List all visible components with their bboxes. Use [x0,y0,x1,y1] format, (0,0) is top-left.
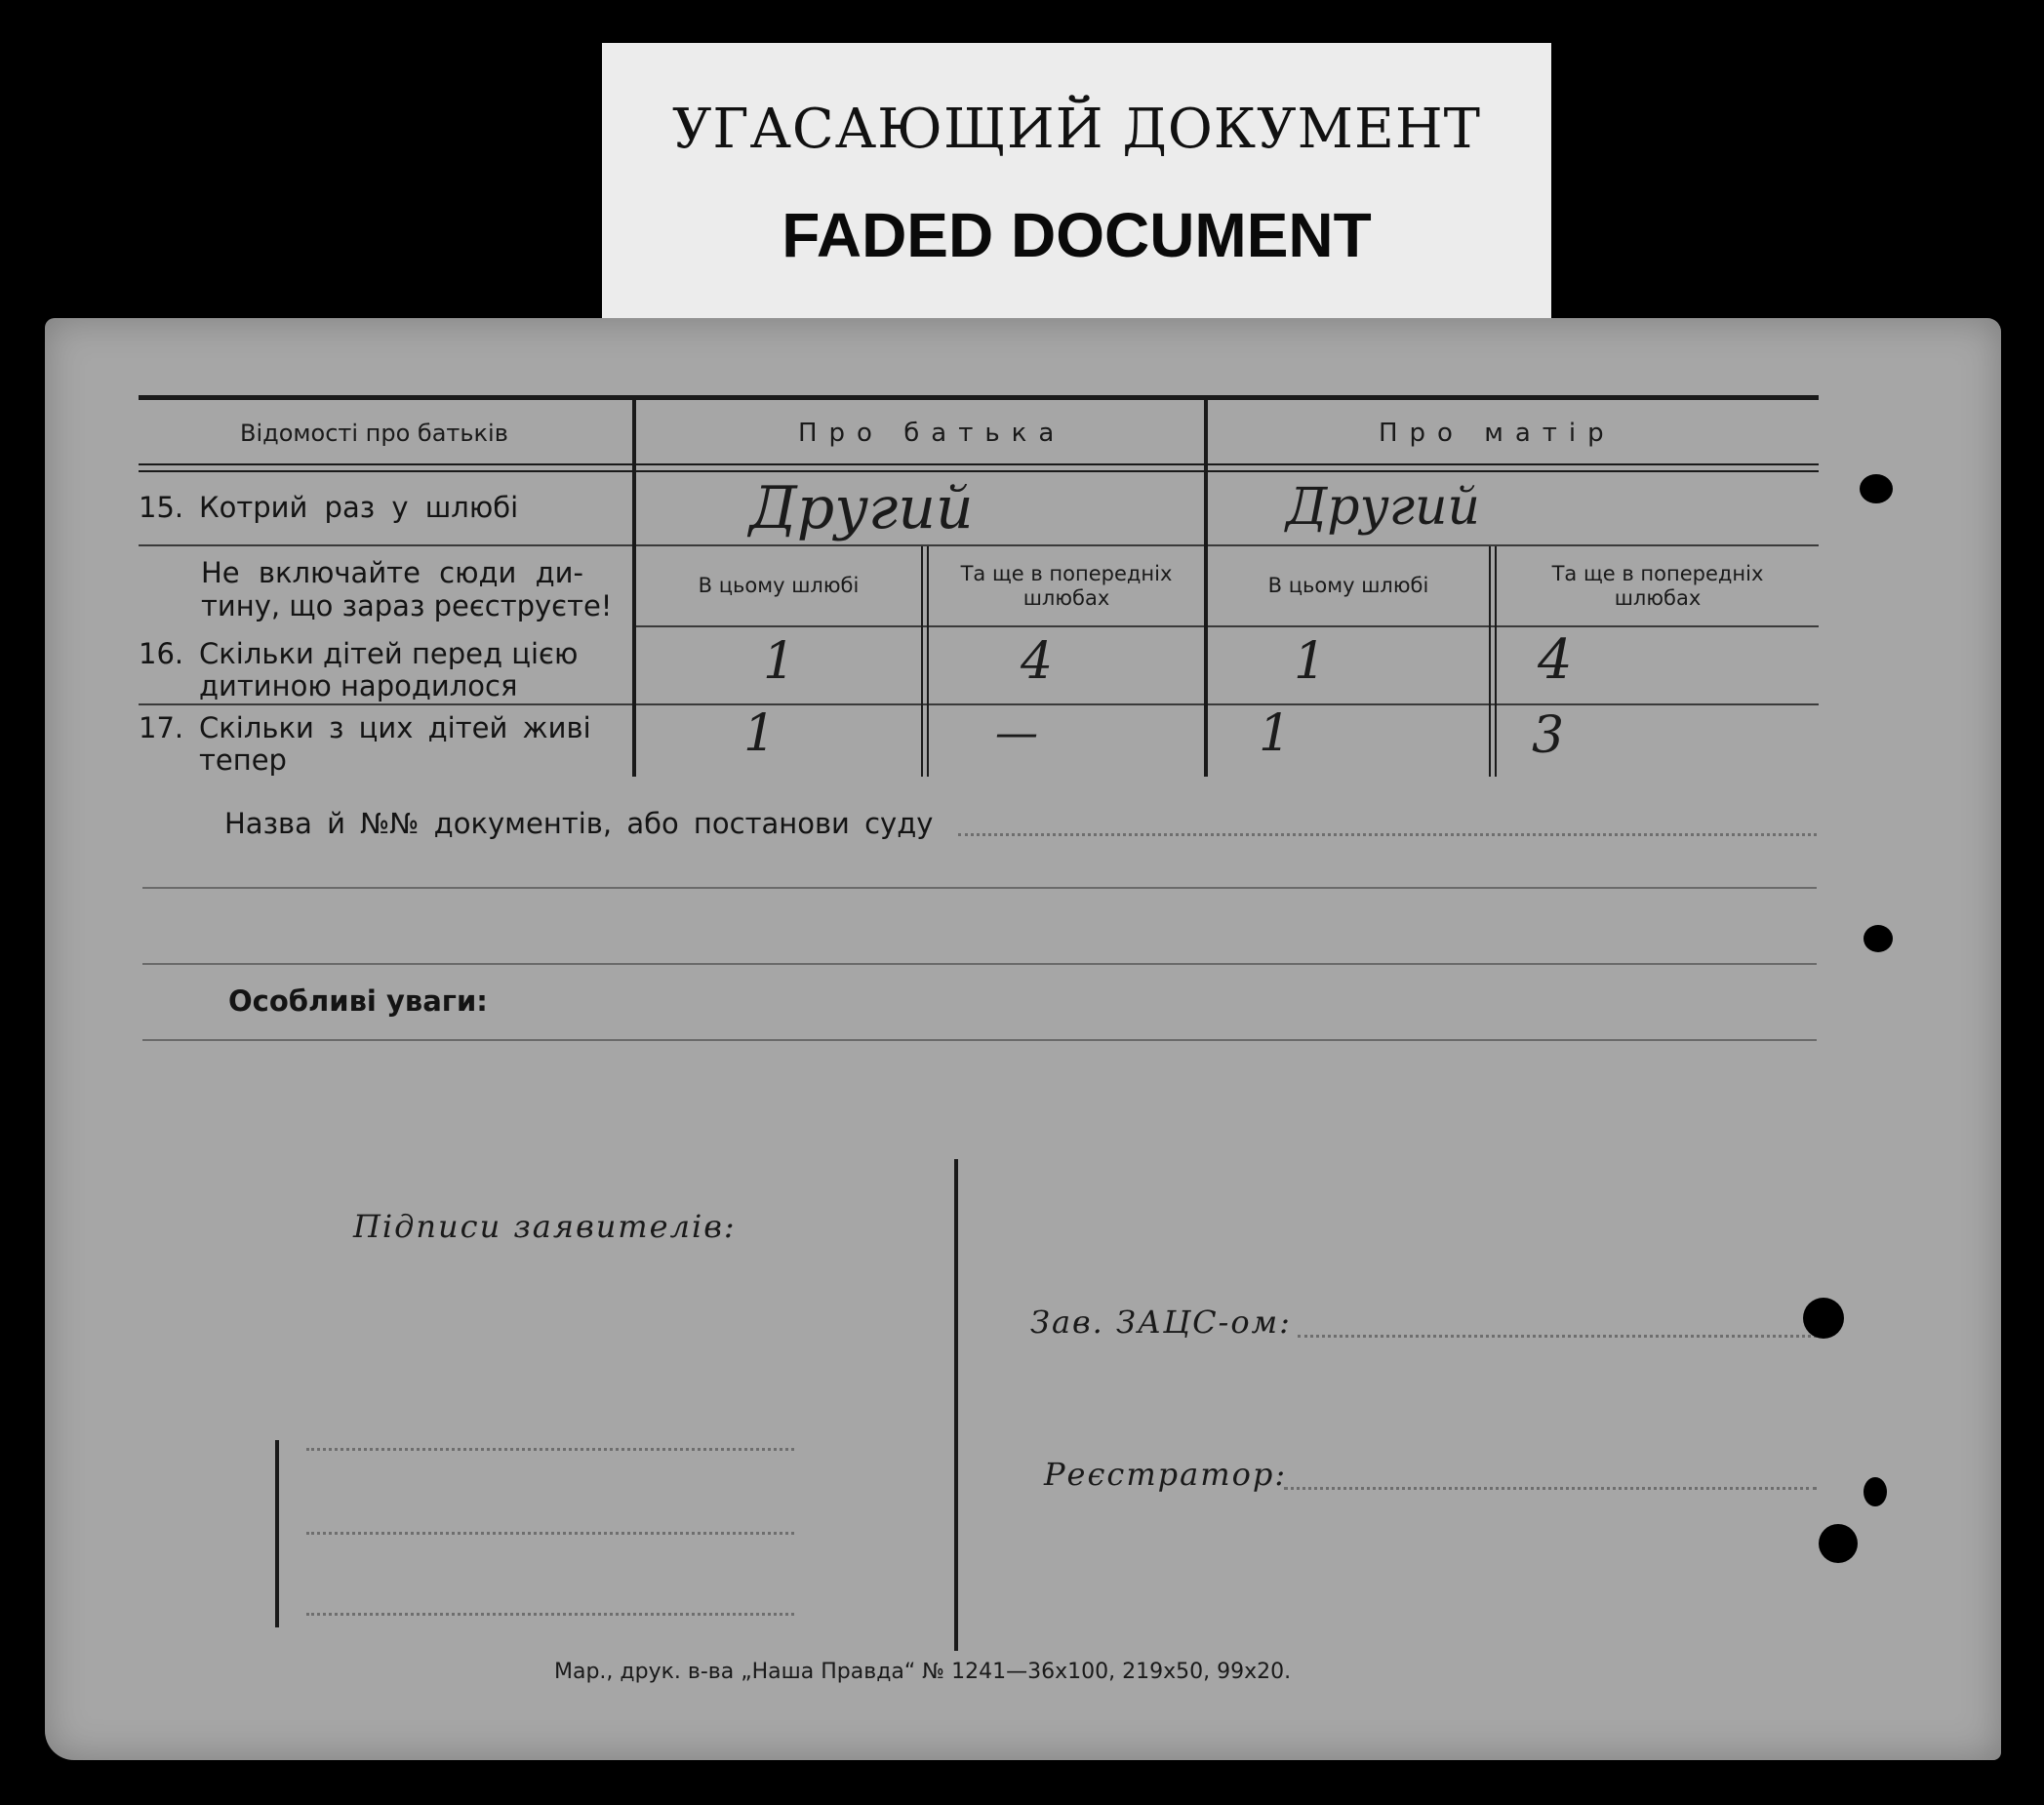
header-mother: Про матір [1379,419,1616,448]
printer-imprint: Мар., друк. в-ва „Наша Правда“ № 1241—36х100, 219х50, 99х20. [554,1660,1292,1684]
subheader-mother-prev-1: Та ще в попередніх [1551,562,1764,585]
note-line-1: Не включайте сюди ди- [201,556,583,589]
row17-line-2: тепер [199,743,287,777]
punch-hole [1860,474,1893,503]
applicant-line-3 [306,1613,794,1616]
row17-line-1: Скільки з цих дітей живі [199,711,591,744]
registrar-label: Реєстратор: [1044,1456,1288,1493]
applicants-bracket [275,1440,279,1627]
documents-line-2 [142,887,1817,889]
row-sub-bottom-rule [632,625,1819,627]
col-divider-3a [921,546,923,777]
registrar-line [1284,1487,1817,1490]
subheader-father-this: В цьому шлюбі [698,574,860,597]
form-sheet [45,318,2001,1760]
col-divider-4a [1489,546,1491,777]
header-father: Про батька [798,419,1066,448]
punch-hole [1803,1298,1844,1339]
label-russian: УГАСАЮЩИЙ ДОКУМЕНТ [671,98,1482,161]
documents-label: Назва й №№ документів, або постанови суду [224,807,934,840]
documents-dotted-line [958,833,1817,836]
row17-father-this: 1 [743,704,777,763]
subheader-mother-prev-2: шлюбах [1614,586,1702,610]
row15-bottom-rule [139,544,1819,546]
applicant-line-2 [306,1532,794,1535]
row16-father-prev: 4 [1021,632,1054,691]
subheader-father-prev-1: Та ще в попередніх [960,562,1173,585]
punch-hole [1864,1477,1887,1506]
note-line-2: тину, що зараз реєструєте! [201,589,613,622]
row16-line-2: дитиною народилося [199,669,518,702]
applicant-line-1 [306,1448,794,1451]
row16-mother-this: 1 [1294,632,1327,691]
special-notes-label: Особливі уваги: [228,984,488,1018]
table-top-rule [139,395,1819,400]
row16-bottom-rule [139,703,1819,705]
head-of-office-label: Зав. ЗАЦС-ом: [1030,1304,1292,1341]
row16-line-1: Скільки дітей перед цією [199,637,579,670]
row17-mother-this: 1 [1259,704,1292,763]
label-english: FADED DOCUMENT [782,200,1372,270]
punch-hole [1864,925,1893,952]
documents-line-3 [142,963,1817,965]
header-parents-info: Відомості про батьків [240,420,508,447]
row15-father-value: Другий [749,474,974,542]
row17-father-prev: — [995,708,1038,758]
head-of-office-line [1298,1335,1817,1338]
row15-mother-value: Другий [1286,478,1480,537]
row16-mother-prev: 4 [1538,628,1573,692]
punch-hole [1819,1524,1858,1563]
row15-label: Котрий раз у шлюбі [199,491,519,524]
row15-number: 15. [139,491,184,524]
row17-number: 17. [139,711,184,744]
row16-father-this: 1 [763,632,796,691]
row16-number: 16. [139,637,184,670]
header-bottom-rule-2 [139,470,1819,472]
header-bottom-rule [139,463,1819,465]
row17-mother-prev: 3 [1532,706,1565,765]
signature-divider [954,1159,958,1651]
subheader-mother-this: В цьому шлюбі [1267,574,1429,597]
subheader-father-prev-2: шлюбах [1022,586,1110,610]
applicants-label: Підписи заявителів: [353,1208,737,1245]
special-notes-line [142,1039,1817,1041]
faded-document-label [602,43,1551,326]
